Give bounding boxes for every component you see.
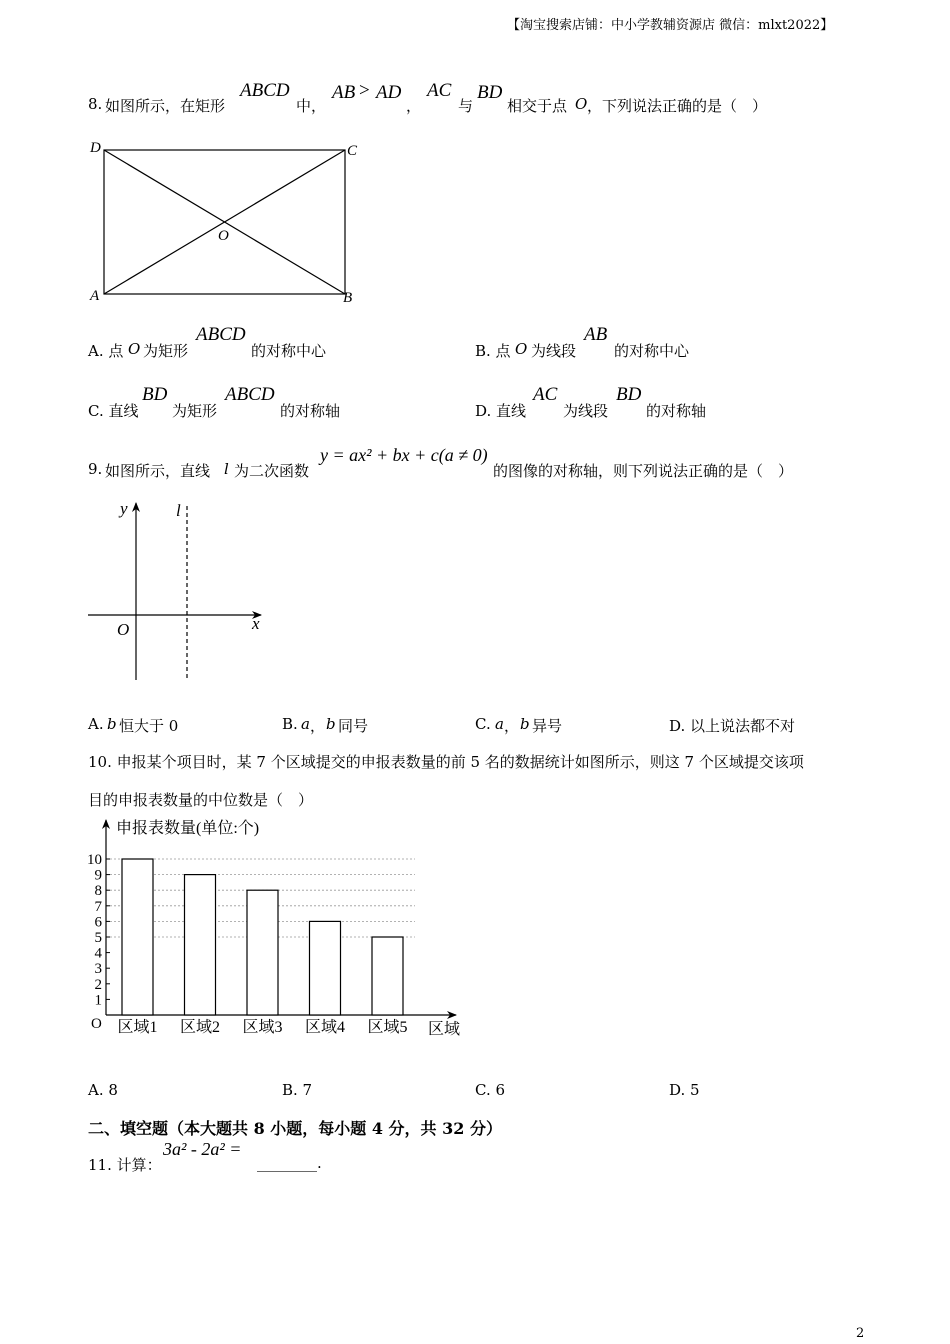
q9-axis-figure [86,496,272,686]
q9-option-c-sep: ， [504,717,520,735]
q9-option-c-var-2: b [520,715,530,733]
y-tick-label: 1 [94,992,102,1009]
q8-option-c-suffix: 的对称轴 [280,402,341,420]
label-a: A [90,288,100,304]
q8-option-d-math-1: AC [533,384,558,405]
label-b: B [343,290,353,306]
q8-option-c-prefix: C. 直线 [88,402,139,420]
label-origin: O [117,620,130,639]
label-l: l [176,501,181,520]
q8-option-b-math: AB [584,324,608,345]
q9-formula: y = ax² + bx + c(a ≠ 0) [320,445,488,465]
y-tick-label: 10 [87,852,102,868]
y-tick-label: 2 [94,976,102,993]
q10-bar-chart [80,812,470,1044]
q8-math-bd: BD [477,82,503,103]
q8-option-a-prefix: A. 点 [88,342,124,360]
y-tick-label: 6 [94,914,102,931]
bar-区域1 [122,859,153,1015]
label-d: D [90,140,101,156]
x-category-label: 区域4 [304,1019,346,1036]
x-category-label: 区域3 [242,1019,283,1036]
q8-option-a-math: ABCD [196,324,246,345]
q8-rectangle-figure [86,136,366,308]
q9-option-c-var-1: a [495,715,504,733]
q8-option-a-o: O [128,340,141,358]
section-2-title: 二、填空题（本大题共 8 小题，每小题 4 分，共 32 分） [88,1119,502,1138]
page-number: 2 [856,1326,865,1341]
q9-line-l: l [224,460,229,478]
q8-option-a-mid: 为矩形 [143,342,189,360]
q9-option-b-sep: ， [310,717,326,735]
q9-option-a-suffix: 恒大于 0 [119,717,179,735]
q8-text-1: 如图所示，在矩形 [105,97,226,115]
q9-text-3: 的图像的对称轴，则下列说法正确的是（ ） [493,462,794,480]
q8-option-b-prefix: B. 点 [475,342,511,360]
q10-option-a[interactable]: A. 8 [88,1081,118,1099]
chart-y-axis-title: 申报表数量(单位:个) [116,820,260,837]
q9-option-c-suffix: 异号 [532,717,563,735]
q9-text-1: 如图所示，直线 [105,462,211,480]
q10-option-b[interactable]: B. 7 [282,1081,313,1099]
q9-option-d[interactable]: D. 以上说法都不对 [669,717,796,735]
chart-x-axis-title: 区域 [428,1021,461,1038]
q8-text-3: ， [406,97,422,115]
q8-point-o: O [575,95,588,113]
q9-text-2: 为二次函数 [234,462,310,480]
q11-prefix: 11. 计算： [88,1156,162,1174]
q8-text-5: 相交于点 [507,97,568,115]
q8-option-c-math-1: BD [142,384,168,405]
q10-option-c[interactable]: C. 6 [475,1081,506,1099]
q8-option-a-suffix: 的对称中心 [251,342,327,360]
q8-text-4: 与 [458,97,474,115]
q8-option-b-o: O [515,340,528,358]
q10-option-d[interactable]: D. 5 [669,1081,700,1099]
x-category-label: 区域5 [367,1019,408,1036]
q8-option-c-mid: 为矩形 [172,402,218,420]
q8-option-b-suffix: 的对称中心 [614,342,690,360]
q10-text-line-1: 10. 申报某个项目时，某 7 个区域提交的申报表数量的前 5 名的数据统计如图所示，则这 7 个区域提交该项 [88,753,804,771]
q8-text-2: 中， [296,97,327,115]
q8-math-ab: AB [332,82,356,103]
q11-expression: 3a² - 2a² = [163,1139,242,1159]
q11-answer-blank[interactable]: ________. [257,1154,322,1172]
q10-text-line-2: 目的申报表数量的中位数是（ ） [88,791,314,809]
q9-option-a-var: b [107,715,117,733]
label-x: x [252,614,260,633]
bar-区域4 [310,921,341,1015]
y-tick-label: 5 [94,930,102,946]
q8-option-d-prefix: D. 直线 [475,402,527,420]
y-tick-label: 3 [94,961,102,978]
x-category-label: 区域2 [179,1019,221,1036]
q8-option-d-math-2: BD [616,384,642,405]
q8-number: 8. [88,95,103,113]
q9-option-c-prefix: C. [475,715,491,733]
q9-option-b-var-1: a [301,715,310,733]
label-c: C [347,143,358,159]
q9-number: 9. [88,460,103,478]
q8-option-b-mid: 为线段 [531,342,577,360]
q8-math-ad: AD [376,82,402,103]
chart-origin-label: O [91,1016,102,1032]
bar-区域5 [372,937,403,1015]
q8-math-abcd: ABCD [240,80,290,101]
q9-option-a-prefix: A. [88,715,104,733]
q8-option-d-suffix: 的对称轴 [646,402,707,420]
bar-区域3 [247,890,278,1015]
bar-区域2 [185,875,216,1015]
q9-option-b-prefix: B. [282,715,298,733]
q8-text-6: ，下列说法正确的是（ ） [587,97,768,115]
q8-math-gt: > [359,80,370,101]
q8-option-d-mid: 为线段 [563,402,609,420]
page-header: 【淘宝搜索店铺：中小学教辅资源店 微信：mlxt2022】 [507,18,834,33]
chart-bars [122,859,403,1015]
q8-option-c-math-2: ABCD [225,384,275,405]
label-o: O [218,228,229,244]
y-tick-label: 4 [94,945,102,962]
x-category-label: 区域1 [117,1019,158,1036]
chart-x-labels [117,1018,407,1036]
q9-option-b-suffix: 同号 [338,717,369,735]
label-y: y [120,499,128,518]
y-tick-label: 7 [94,898,102,915]
q9-option-b-var-2: b [326,715,336,733]
y-tick-label: 8 [94,883,102,900]
y-tick-label: 9 [94,867,102,884]
q8-math-ac: AC [427,80,452,101]
